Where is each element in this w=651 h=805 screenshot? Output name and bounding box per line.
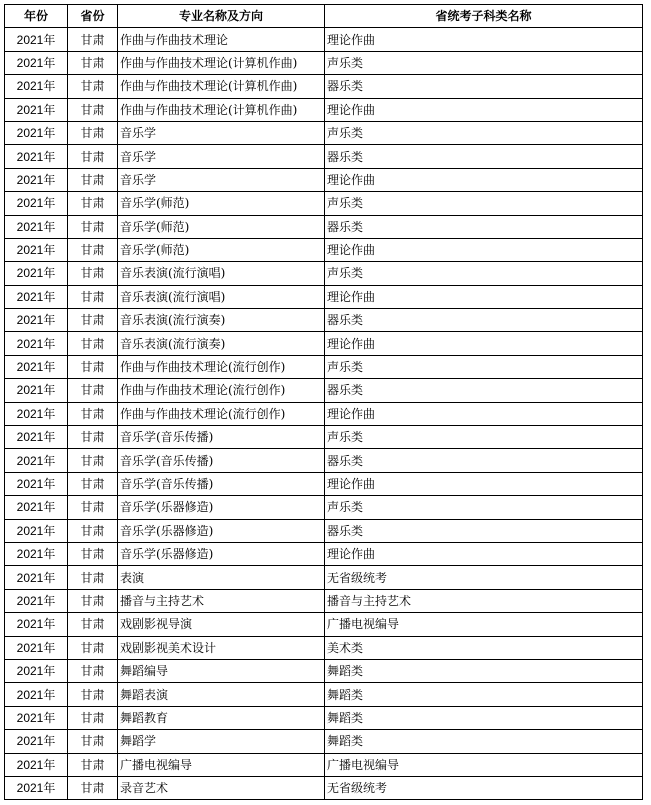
table-row [5,238,643,261]
cell-major: 舞蹈编导 [118,659,325,682]
cell-province: 甘肃 [68,28,118,51]
cell-year: 2021年 [5,426,68,449]
cell-major: 音乐表演(流行演奏) [118,332,325,355]
header-major: 专业名称及方向 [118,5,325,28]
cell-year: 2021年 [5,285,68,308]
table-row [5,379,643,402]
cell-year: 2021年 [5,355,68,378]
cell-province: 甘肃 [68,309,118,332]
cell-province: 甘肃 [68,238,118,261]
cell-major: 播音与主持艺术 [118,589,325,612]
cell-major: 音乐学(音乐传播) [118,449,325,472]
cell-major: 作曲与作曲技术理论 [118,28,325,51]
cell-subcategory: 美术类 [325,636,643,659]
cell-major: 音乐学 [118,145,325,168]
table-row [5,589,643,612]
table-row [5,683,643,706]
cell-subcategory: 舞蹈类 [325,683,643,706]
cell-year: 2021年 [5,706,68,729]
cell-subcategory: 理论作曲 [325,542,643,565]
header-subcategory: 省统考子科类名称 [325,5,643,28]
cell-subcategory: 理论作曲 [325,98,643,121]
cell-subcategory: 器乐类 [325,519,643,542]
cell-subcategory: 理论作曲 [325,168,643,191]
table-row [5,309,643,332]
cell-province: 甘肃 [68,168,118,191]
cell-subcategory: 器乐类 [325,145,643,168]
cell-year: 2021年 [5,75,68,98]
table-row [5,542,643,565]
cell-subcategory: 理论作曲 [325,285,643,308]
cell-year: 2021年 [5,309,68,332]
cell-year: 2021年 [5,566,68,589]
cell-subcategory: 播音与主持艺术 [325,589,643,612]
cell-province: 甘肃 [68,449,118,472]
table-row [5,332,643,355]
table-row [5,472,643,495]
cell-year: 2021年 [5,51,68,74]
cell-year: 2021年 [5,28,68,51]
cell-subcategory: 声乐类 [325,121,643,144]
cell-year: 2021年 [5,472,68,495]
cell-subcategory: 广播电视编导 [325,753,643,776]
cell-subcategory: 无省级统考 [325,566,643,589]
cell-province: 甘肃 [68,285,118,308]
cell-major: 作曲与作曲技术理论(计算机作曲) [118,75,325,98]
cell-year: 2021年 [5,613,68,636]
cell-province: 甘肃 [68,566,118,589]
cell-province: 甘肃 [68,332,118,355]
cell-subcategory: 器乐类 [325,75,643,98]
table-row [5,215,643,238]
cell-major: 广播电视编导 [118,753,325,776]
cell-province: 甘肃 [68,496,118,519]
cell-province: 甘肃 [68,730,118,753]
cell-major: 舞蹈教育 [118,706,325,729]
table-row [5,753,643,776]
cell-province: 甘肃 [68,355,118,378]
table-row [5,636,643,659]
cell-major: 录音艺术 [118,776,325,799]
cell-major: 音乐学(乐器修造) [118,496,325,519]
cell-subcategory: 声乐类 [325,262,643,285]
cell-major: 作曲与作曲技术理论(计算机作曲) [118,98,325,121]
cell-province: 甘肃 [68,589,118,612]
table-row [5,706,643,729]
cell-year: 2021年 [5,332,68,355]
cell-major: 音乐学(乐器修造) [118,519,325,542]
cell-major: 音乐学 [118,168,325,191]
table-row [5,519,643,542]
table-row [5,496,643,519]
cell-major: 音乐表演(流行演唱) [118,262,325,285]
cell-province: 甘肃 [68,706,118,729]
cell-province: 甘肃 [68,426,118,449]
cell-province: 甘肃 [68,519,118,542]
cell-province: 甘肃 [68,776,118,799]
cell-province: 甘肃 [68,215,118,238]
cell-subcategory: 声乐类 [325,426,643,449]
cell-year: 2021年 [5,192,68,215]
table-row [5,168,643,191]
cell-year: 2021年 [5,542,68,565]
table-row [5,776,643,799]
admissions-table [4,4,643,800]
cell-year: 2021年 [5,636,68,659]
cell-province: 甘肃 [68,121,118,144]
cell-province: 甘肃 [68,613,118,636]
cell-major: 作曲与作曲技术理论(流行创作) [118,379,325,402]
header-year: 年份 [5,5,68,28]
cell-province: 甘肃 [68,192,118,215]
table-row [5,566,643,589]
table-row [5,659,643,682]
cell-province: 甘肃 [68,262,118,285]
cell-major: 音乐表演(流行演唱) [118,285,325,308]
cell-major: 作曲与作曲技术理论(流行创作) [118,355,325,378]
table-row [5,262,643,285]
cell-year: 2021年 [5,519,68,542]
cell-major: 音乐学(师范) [118,215,325,238]
table-row [5,145,643,168]
cell-year: 2021年 [5,215,68,238]
table-row [5,28,643,51]
cell-year: 2021年 [5,145,68,168]
cell-subcategory: 声乐类 [325,496,643,519]
cell-major: 音乐学(师范) [118,192,325,215]
cell-year: 2021年 [5,262,68,285]
cell-major: 表演 [118,566,325,589]
cell-year: 2021年 [5,683,68,706]
cell-subcategory: 理论作曲 [325,238,643,261]
table-row [5,730,643,753]
table-row [5,192,643,215]
cell-subcategory: 声乐类 [325,192,643,215]
cell-year: 2021年 [5,776,68,799]
table-row [5,75,643,98]
cell-subcategory: 舞蹈类 [325,706,643,729]
cell-major: 作曲与作曲技术理论(流行创作) [118,402,325,425]
table-row [5,98,643,121]
cell-major: 戏剧影视美术设计 [118,636,325,659]
table-row [5,449,643,472]
cell-subcategory: 舞蹈类 [325,730,643,753]
cell-major: 舞蹈学 [118,730,325,753]
cell-subcategory: 理论作曲 [325,332,643,355]
cell-subcategory: 器乐类 [325,379,643,402]
cell-major: 戏剧影视导演 [118,613,325,636]
header-province: 省份 [68,5,118,28]
cell-major: 音乐学(师范) [118,238,325,261]
cell-year: 2021年 [5,98,68,121]
cell-province: 甘肃 [68,402,118,425]
cell-major: 音乐表演(流行演奏) [118,309,325,332]
cell-subcategory: 器乐类 [325,215,643,238]
cell-year: 2021年 [5,379,68,402]
table-row [5,613,643,636]
table-row [5,285,643,308]
cell-subcategory: 理论作曲 [325,472,643,495]
cell-subcategory: 理论作曲 [325,28,643,51]
cell-province: 甘肃 [68,472,118,495]
cell-province: 甘肃 [68,542,118,565]
cell-province: 甘肃 [68,75,118,98]
cell-province: 甘肃 [68,379,118,402]
cell-year: 2021年 [5,168,68,191]
cell-subcategory: 广播电视编导 [325,613,643,636]
cell-province: 甘肃 [68,51,118,74]
cell-year: 2021年 [5,238,68,261]
table-row [5,121,643,144]
cell-major: 音乐学(音乐传播) [118,472,325,495]
cell-year: 2021年 [5,449,68,472]
cell-subcategory: 舞蹈类 [325,659,643,682]
table-row [5,355,643,378]
cell-province: 甘肃 [68,98,118,121]
cell-province: 甘肃 [68,145,118,168]
cell-subcategory: 声乐类 [325,355,643,378]
cell-year: 2021年 [5,730,68,753]
cell-year: 2021年 [5,496,68,519]
cell-year: 2021年 [5,402,68,425]
cell-year: 2021年 [5,121,68,144]
cell-subcategory: 理论作曲 [325,402,643,425]
cell-province: 甘肃 [68,659,118,682]
table-row [5,51,643,74]
header-row [5,5,643,28]
cell-major: 音乐学(乐器修造) [118,542,325,565]
cell-subcategory: 器乐类 [325,449,643,472]
cell-province: 甘肃 [68,636,118,659]
cell-major: 作曲与作曲技术理论(计算机作曲) [118,51,325,74]
table-body [5,28,643,800]
cell-major: 舞蹈表演 [118,683,325,706]
table-row [5,426,643,449]
cell-province: 甘肃 [68,683,118,706]
cell-subcategory: 声乐类 [325,51,643,74]
cell-subcategory: 无省级统考 [325,776,643,799]
cell-subcategory: 器乐类 [325,309,643,332]
table-row [5,402,643,425]
cell-major: 音乐学 [118,121,325,144]
cell-year: 2021年 [5,589,68,612]
cell-major: 音乐学(音乐传播) [118,426,325,449]
cell-year: 2021年 [5,753,68,776]
cell-year: 2021年 [5,659,68,682]
cell-province: 甘肃 [68,753,118,776]
